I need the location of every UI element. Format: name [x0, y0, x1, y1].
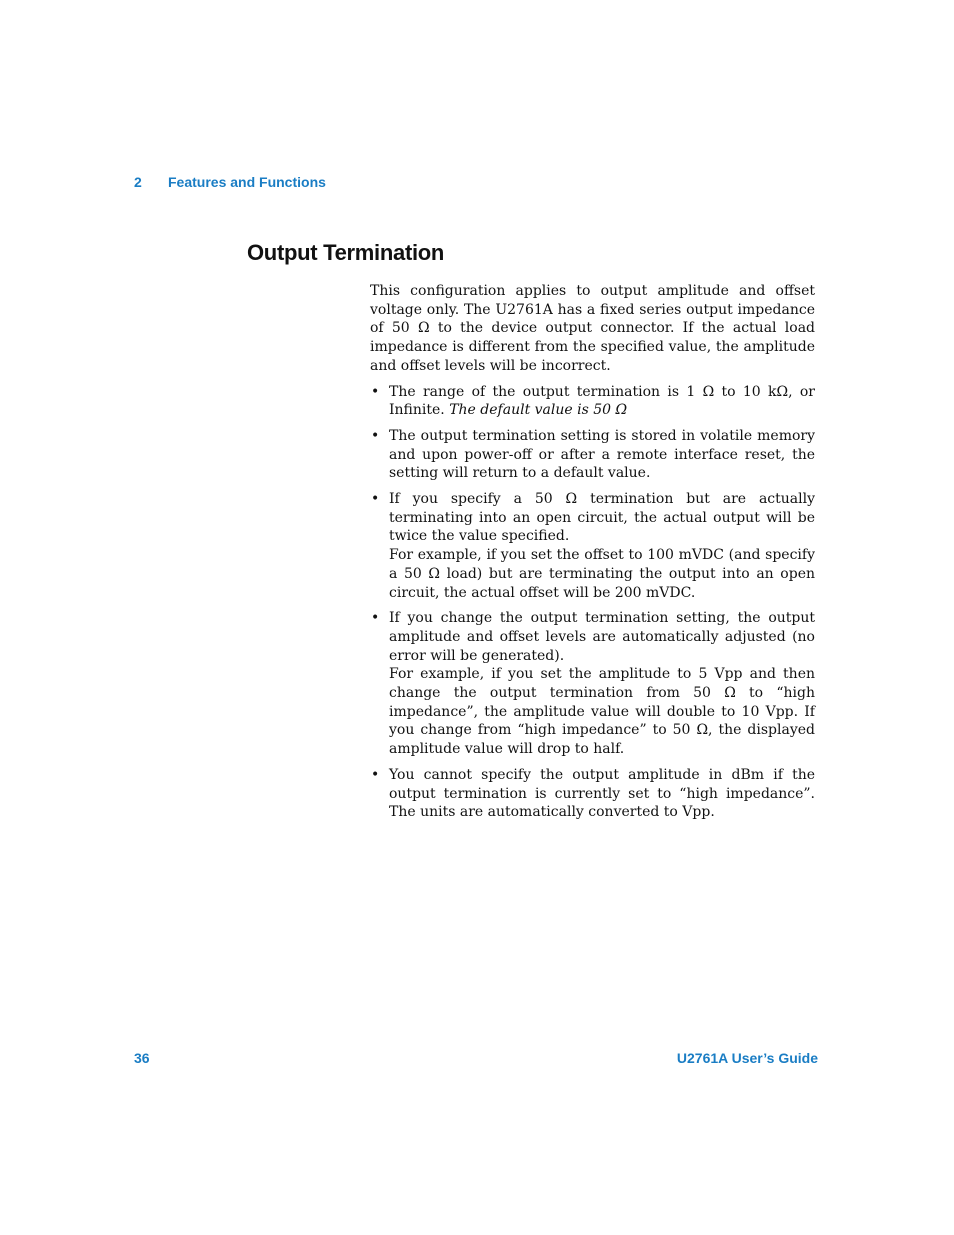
- running-header: [134, 174, 326, 190]
- bullet-list: [370, 383, 815, 822]
- section-body: [370, 282, 815, 829]
- bullet-icon: •: [371, 491, 380, 508]
- chapter-title: Features and Functions: [168, 174, 326, 190]
- bullet-icon: •: [371, 610, 380, 627]
- page-number: 36: [134, 1050, 150, 1066]
- bullet-icon: •: [371, 766, 380, 783]
- list-item-text: The range of the output termination is 1 Ω to 10 kΩ, or Infinite.: [389, 383, 815, 419]
- list-item-text: If you specify a 50 Ω termination but are actually terminating into an open circuit, the actual output will be twice the value specified.: [389, 491, 815, 545]
- list-item-example: For example, if you set the amplitude to 5 Vpp and then change the output termination from 50 Ω to “high impedance”, the amplitude value will double to 10 Vpp. If you change from “high impedance” to 50 Ω, the displayed amplitude value will drop to half.: [389, 666, 815, 758]
- list-item: [370, 383, 815, 420]
- list-item: [370, 609, 815, 759]
- list-item-emphasis: The default value is 50 Ω: [449, 402, 628, 419]
- bullet-icon: •: [371, 427, 380, 444]
- list-item-example: For example, if you set the offset to 100 mVDC (and specify a 50 Ω load) but are terminating the output into an open circuit, the actual offset will be 200 mVDC.: [389, 547, 815, 601]
- chapter-number: 2: [134, 174, 142, 190]
- list-item: [370, 766, 815, 822]
- intro-paragraph: This configuration applies to output amplitude and offset voltage only. The U2761A has a fixed series output impedance of 50 Ω to the device output connector. If the actual load impedance is different from the specified value, the amplitude and offset levels will be incorrect.: [370, 283, 815, 374]
- list-item: [370, 427, 815, 483]
- list-item: [370, 490, 815, 602]
- list-item-text: If you change the output termination setting, the output amplitude and offset levels are automatically adjusted (no error will be generated).: [389, 610, 815, 664]
- guide-title: U2761A User’s Guide: [676, 1050, 818, 1066]
- list-item-text: The output termination setting is stored in volatile memory and upon power-off or after a remote interface reset, the setting will return to a default value.: [389, 427, 815, 482]
- section-title: Output Termination: [247, 240, 445, 265]
- list-item-text: You cannot specify the output amplitude in dBm if the output termination is currently set to “high impedance”. The units are automatically converted to Vpp.: [389, 766, 815, 821]
- bullet-icon: •: [371, 383, 380, 400]
